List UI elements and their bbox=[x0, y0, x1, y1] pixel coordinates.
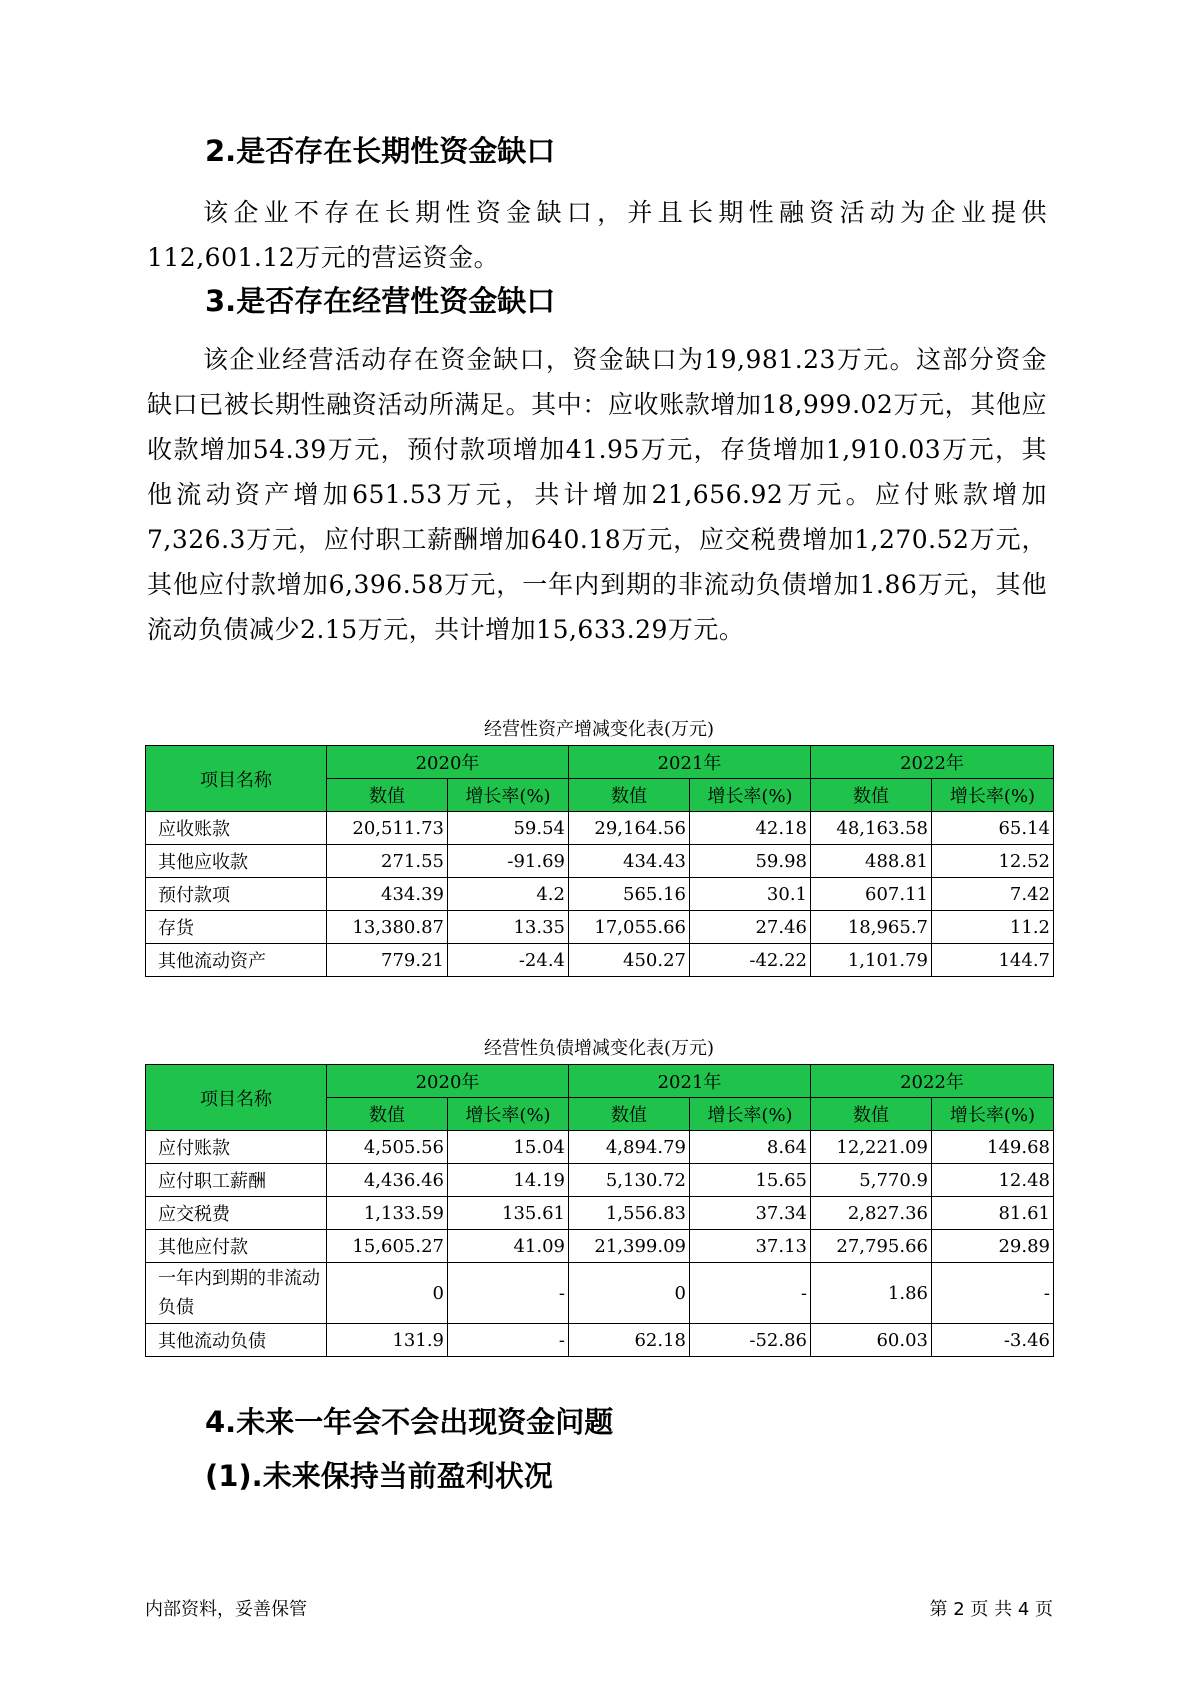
growth-cell: 42.18 bbox=[690, 812, 811, 845]
value-cell: 27,795.66 bbox=[811, 1230, 932, 1263]
growth-cell: 149.68 bbox=[932, 1131, 1054, 1164]
growth-cell: 12.48 bbox=[932, 1164, 1054, 1197]
value-cell: 271.55 bbox=[327, 845, 448, 878]
year-header: 2022年 bbox=[811, 746, 1054, 779]
value-header: 数值 bbox=[327, 1098, 448, 1131]
growth-header: 增长率(%) bbox=[448, 1098, 569, 1131]
value-cell: 20,511.73 bbox=[327, 812, 448, 845]
table-row bbox=[146, 911, 1054, 944]
value-cell: 779.21 bbox=[327, 944, 448, 977]
year-header: 2020年 bbox=[327, 1065, 569, 1098]
section-heading-2: 2.是否存在长期性资金缺口 bbox=[205, 134, 556, 168]
growth-cell: 12.52 bbox=[932, 845, 1054, 878]
value-cell: 434.39 bbox=[327, 878, 448, 911]
value-cell: 450.27 bbox=[569, 944, 690, 977]
value-cell: 17,055.66 bbox=[569, 911, 690, 944]
value-cell: 4,894.79 bbox=[569, 1131, 690, 1164]
growth-header: 增长率(%) bbox=[932, 1098, 1054, 1131]
growth-cell: 11.2 bbox=[932, 911, 1054, 944]
value-cell: 607.11 bbox=[811, 878, 932, 911]
liabilities-table-caption: 经营性负债增减变化表(万元) bbox=[483, 1038, 715, 1059]
row-label: 其他流动资产 bbox=[146, 944, 327, 977]
item-name-header: 项目名称 bbox=[146, 746, 327, 812]
value-cell: 5,770.9 bbox=[811, 1164, 932, 1197]
value-cell: 2,827.36 bbox=[811, 1197, 932, 1230]
year-header: 2021年 bbox=[569, 1065, 811, 1098]
footer-page-number: 第 2 页 共 4 页 bbox=[929, 1599, 1053, 1620]
growth-cell: -24.4 bbox=[448, 944, 569, 977]
growth-header: 增长率(%) bbox=[932, 779, 1054, 812]
section-paragraph-2: 该企业不存在长期性资金缺口，并且长期性融资活动为企业提供112,601.12万元的营运资金。 bbox=[147, 198, 1047, 272]
value-cell: 1,556.83 bbox=[569, 1197, 690, 1230]
growth-cell: -91.69 bbox=[448, 845, 569, 878]
value-cell: 12,221.09 bbox=[811, 1131, 932, 1164]
value-cell: 0 bbox=[569, 1263, 690, 1324]
value-cell: 565.16 bbox=[569, 878, 690, 911]
row-label: 预付款项 bbox=[146, 878, 327, 911]
row-label: 应交税费 bbox=[146, 1197, 327, 1230]
assets-table bbox=[145, 745, 1054, 977]
growth-cell: 14.19 bbox=[448, 1164, 569, 1197]
value-cell: 1,101.79 bbox=[811, 944, 932, 977]
value-cell: 18,965.7 bbox=[811, 911, 932, 944]
growth-cell: - bbox=[448, 1324, 569, 1357]
growth-cell: 81.61 bbox=[932, 1197, 1054, 1230]
table-row bbox=[146, 1230, 1054, 1263]
value-header: 数值 bbox=[327, 779, 448, 812]
value-cell: 60.03 bbox=[811, 1324, 932, 1357]
row-label: 其他应收款 bbox=[146, 845, 327, 878]
growth-cell: - bbox=[932, 1263, 1054, 1324]
assets-table-caption: 经营性资产增减变化表(万元) bbox=[483, 719, 715, 740]
growth-cell: 27.46 bbox=[690, 911, 811, 944]
row-label: 应付账款 bbox=[146, 1131, 327, 1164]
value-cell: 5,130.72 bbox=[569, 1164, 690, 1197]
year-header: 2021年 bbox=[569, 746, 811, 779]
growth-cell: 30.1 bbox=[690, 878, 811, 911]
growth-cell: -3.46 bbox=[932, 1324, 1054, 1357]
value-cell: 13,380.87 bbox=[327, 911, 448, 944]
liabilities-table bbox=[145, 1064, 1054, 1357]
row-label: 其他应付款 bbox=[146, 1230, 327, 1263]
value-cell: 4,436.46 bbox=[327, 1164, 448, 1197]
value-cell: 1,133.59 bbox=[327, 1197, 448, 1230]
table-row bbox=[146, 1324, 1054, 1357]
row-label: 存货 bbox=[146, 911, 327, 944]
growth-cell: 135.61 bbox=[448, 1197, 569, 1230]
growth-cell: - bbox=[448, 1263, 569, 1324]
growth-cell: 4.2 bbox=[448, 878, 569, 911]
section-paragraph-3: 该企业经营活动存在资金缺口，资金缺口为19,981.23万元。这部分资金缺口已被长期性融资活动所满足。其中：应收账款增加18,999.02万元，其他应收款增加54.39万元，预付款项增加41.95万元，存货增加1,910.03万元，其他流动资产增加651.53万元，共计增加21,656.92万元。应付账款增加7,326.3万元，应付职工薪酬增加640.18万元，应交税费增加1,270.52万元，其他应付款增加6,396.58万元，一年内到期的非流动负债增加1.86万元，其他流动负债减少2.15万元，共计增加15,633.29万元。 bbox=[147, 345, 1047, 644]
table-row bbox=[146, 845, 1054, 878]
value-cell: 29,164.56 bbox=[569, 812, 690, 845]
value-cell: 48,163.58 bbox=[811, 812, 932, 845]
value-header: 数值 bbox=[811, 1098, 932, 1131]
table-row bbox=[146, 1131, 1054, 1164]
value-cell: 131.9 bbox=[327, 1324, 448, 1357]
row-label: 应收账款 bbox=[146, 812, 327, 845]
growth-cell: 41.09 bbox=[448, 1230, 569, 1263]
growth-header: 增长率(%) bbox=[448, 779, 569, 812]
value-header: 数值 bbox=[811, 779, 932, 812]
growth-cell: 37.34 bbox=[690, 1197, 811, 1230]
growth-cell: -42.22 bbox=[690, 944, 811, 977]
growth-header: 增长率(%) bbox=[690, 1098, 811, 1131]
growth-cell: 7.42 bbox=[932, 878, 1054, 911]
table-row bbox=[146, 1263, 1054, 1324]
row-label: 一年内到期的非流动负债 bbox=[146, 1263, 327, 1324]
growth-cell: 59.54 bbox=[448, 812, 569, 845]
value-cell: 21,399.09 bbox=[569, 1230, 690, 1263]
growth-cell: 59.98 bbox=[690, 845, 811, 878]
table-row bbox=[146, 812, 1054, 845]
value-cell: 1.86 bbox=[811, 1263, 932, 1324]
row-label: 应付职工薪酬 bbox=[146, 1164, 327, 1197]
growth-cell: 65.14 bbox=[932, 812, 1054, 845]
value-cell: 434.43 bbox=[569, 845, 690, 878]
value-cell: 0 bbox=[327, 1263, 448, 1324]
value-cell: 4,505.56 bbox=[327, 1131, 448, 1164]
section-heading-3: 3.是否存在经营性资金缺口 bbox=[205, 284, 556, 318]
value-cell: 488.81 bbox=[811, 845, 932, 878]
row-label: 其他流动负债 bbox=[146, 1324, 327, 1357]
value-header: 数值 bbox=[569, 779, 690, 812]
value-header: 数值 bbox=[569, 1098, 690, 1131]
growth-cell: 15.04 bbox=[448, 1131, 569, 1164]
year-header: 2022年 bbox=[811, 1065, 1054, 1098]
table-row bbox=[146, 878, 1054, 911]
growth-cell: 13.35 bbox=[448, 911, 569, 944]
growth-cell: 29.89 bbox=[932, 1230, 1054, 1263]
table-row bbox=[146, 1164, 1054, 1197]
growth-cell: 37.13 bbox=[690, 1230, 811, 1263]
growth-header: 增长率(%) bbox=[690, 779, 811, 812]
growth-cell: 15.65 bbox=[690, 1164, 811, 1197]
value-cell: 62.18 bbox=[569, 1324, 690, 1357]
table-row bbox=[146, 944, 1054, 977]
growth-cell: -52.86 bbox=[690, 1324, 811, 1357]
value-cell: 15,605.27 bbox=[327, 1230, 448, 1263]
growth-cell: 144.7 bbox=[932, 944, 1054, 977]
subsection-heading: (1).未来保持当前盈利状况 bbox=[205, 1459, 553, 1493]
growth-cell: 8.64 bbox=[690, 1131, 811, 1164]
section-heading-4: 4.未来一年会不会出现资金问题 bbox=[205, 1405, 614, 1439]
table-row bbox=[146, 1197, 1054, 1230]
year-header: 2020年 bbox=[327, 746, 569, 779]
growth-cell: - bbox=[690, 1263, 811, 1324]
footer-confidential-note: 内部资料，妥善保管 bbox=[145, 1599, 307, 1620]
item-name-header: 项目名称 bbox=[146, 1065, 327, 1131]
